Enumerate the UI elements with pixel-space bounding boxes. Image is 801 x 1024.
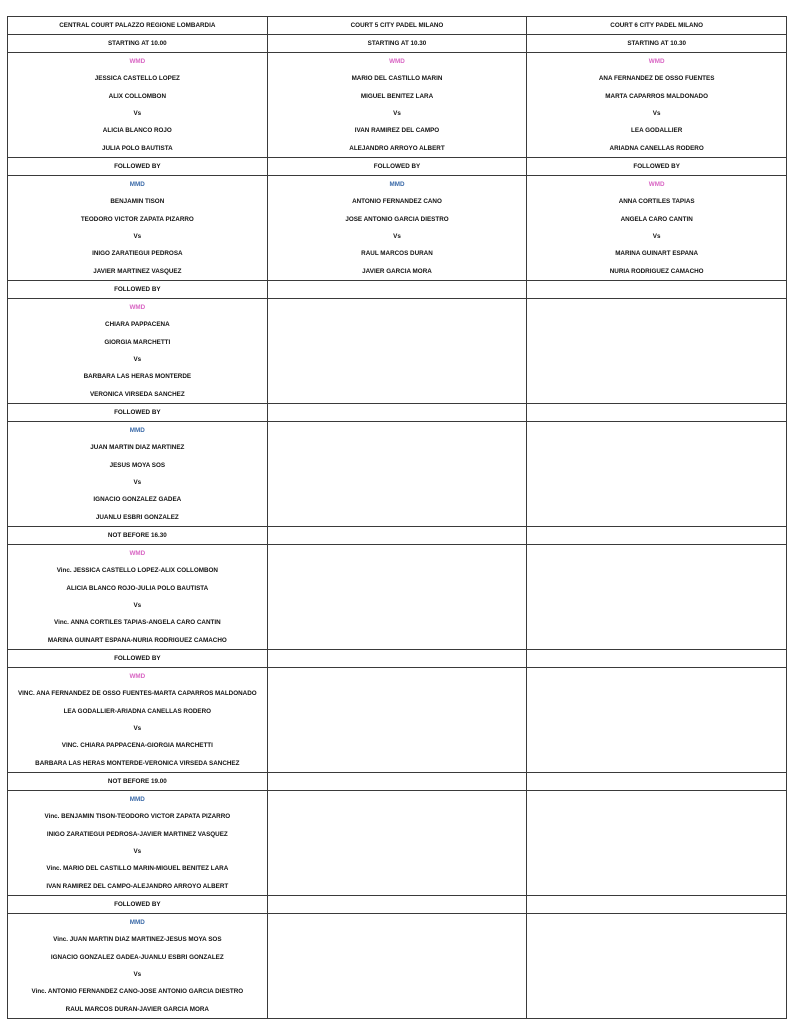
player-line: Vinc. ANTONIO FERNANDEZ CANO-JOSE ANTONIO GARCIA DIESTRO — [31, 988, 244, 996]
court-name: CENTRAL COURT PALAZZO REGIONE LOMBARDIA — [8, 17, 268, 35]
player-line: VINC. ANA FERNANDEZ DE OSSO FUENTES-MARTA CAPARROS MALDONADO — [17, 690, 257, 698]
empty-cell — [527, 914, 787, 1019]
player-line: ARIADNA CANELLAS RODERO — [609, 144, 704, 152]
match-row — [8, 668, 787, 773]
schedule-separator: NOT BEFORE 19.00 — [8, 773, 268, 791]
player-line: ALICIA BLANCO ROJO — [102, 127, 172, 135]
category-label: WMD — [129, 58, 146, 65]
match-cell — [8, 53, 268, 158]
player-line: JAVIER GARCIA MORA — [362, 267, 432, 275]
empty-cell — [267, 914, 527, 1019]
player-line: Vinc. BENJAMIN TISON-TEODORO VICTOR ZAPATA PIZARRO — [44, 813, 231, 821]
player-line: ANGELA CARO CANTIN — [620, 215, 693, 223]
empty-cell — [267, 281, 527, 299]
player-line: JESSICA CASTELLO LOPEZ — [94, 75, 180, 83]
player-line: MIGUEL BENITEZ LARA — [360, 92, 434, 100]
versus-label: Vs — [652, 232, 661, 240]
empty-cell — [527, 791, 787, 896]
match-row — [8, 791, 787, 896]
court-header-row — [8, 17, 787, 35]
player-line: ALICIA BLANCO ROJO-JULIA POLO BAUTISTA — [66, 584, 209, 592]
match-cell — [527, 176, 787, 281]
start-time: STARTING AT 10.00 — [8, 35, 268, 53]
player-line: RAUL MARCOS DURAN — [361, 250, 433, 258]
versus-label: Vs — [133, 355, 142, 363]
empty-cell — [267, 773, 527, 791]
player-line: Vinc. MARIO DEL CASTILLO MARIN-MIGUEL BENITEZ LARA — [46, 865, 229, 873]
empty-cell — [527, 896, 787, 914]
separator-row — [8, 527, 787, 545]
player-line: MARINA GUINART ESPANA-NURIA RODRIGUEZ CAMACHO — [47, 636, 227, 644]
empty-cell — [267, 545, 527, 650]
category-label: MMD — [129, 427, 145, 434]
player-line: JUAN MARTIN DIAZ MARTINEZ — [90, 444, 185, 452]
empty-cell — [527, 650, 787, 668]
player-line: ALEJANDRO ARROYO ALBERT — [349, 144, 445, 152]
schedule-separator: FOLLOWED BY — [8, 158, 268, 176]
player-line: IVAN RAMIREZ DEL CAMPO — [354, 127, 440, 135]
player-line: MARINA GUINART ESPANA — [615, 250, 699, 258]
court-name: COURT 5 CITY PADEL MILANO — [267, 17, 527, 35]
versus-label: Vs — [133, 232, 142, 240]
empty-cell — [527, 281, 787, 299]
match-cell — [8, 791, 268, 896]
empty-cell — [527, 404, 787, 422]
schedule-body — [8, 17, 787, 1019]
category-label: MMD — [129, 919, 145, 926]
schedule-table — [7, 16, 787, 1019]
empty-cell — [267, 650, 527, 668]
player-line: BENJAMIN TISON — [110, 198, 165, 206]
player-line: Vinc. ANNA CORTILES TAPIAS-ANGELA CARO CANTIN — [54, 619, 221, 627]
player-line: CHIARA PAPPACENA — [105, 321, 170, 329]
schedule-separator: NOT BEFORE 16.30 — [8, 527, 268, 545]
player-line: IGNACIO GONZALEZ GADEA-JUANLU ESBRI GONZALEZ — [50, 953, 224, 961]
empty-cell — [267, 668, 527, 773]
separator-row — [8, 773, 787, 791]
category-label: WMD — [648, 58, 665, 65]
match-cell — [8, 914, 268, 1019]
category-label: WMD — [129, 550, 146, 557]
player-line: JESUS MOYA SOS — [109, 461, 166, 469]
player-line: ALIX COLLOMBON — [108, 92, 167, 100]
category-label: WMD — [389, 58, 405, 65]
separator-row — [8, 896, 787, 914]
category-label: WMD — [129, 304, 146, 311]
match-cell — [267, 176, 527, 281]
player-line: MARIO DEL CASTILLO MARIN — [351, 75, 443, 83]
versus-label: Vs — [393, 109, 401, 117]
match-row — [8, 176, 787, 281]
player-line: VERONICA VIRSEDA SANCHEZ — [89, 390, 185, 398]
player-line: TEODORO VICTOR ZAPATA PIZARRO — [80, 215, 194, 223]
empty-cell — [267, 791, 527, 896]
player-line: BARBARA LAS HERAS MONTERDE — [83, 373, 192, 381]
empty-cell — [527, 299, 787, 404]
separator-row — [8, 281, 787, 299]
schedule-separator: FOLLOWED BY — [8, 650, 268, 668]
player-line: Vinc. JUAN MARTIN DIAZ MARTINEZ-JESUS MOYA SOS — [53, 936, 222, 944]
player-line: IVAN RAMIREZ DEL CAMPO-ALEJANDRO ARROYO ALBERT — [46, 882, 229, 890]
court-name: COURT 6 CITY PADEL MILANO — [527, 17, 787, 35]
match-cell — [267, 53, 527, 158]
player-line: GIORGIA MARCHETTI — [104, 338, 171, 346]
match-cell — [8, 299, 268, 404]
versus-label: Vs — [133, 478, 142, 486]
player-line: ANA FERNANDEZ DE OSSO FUENTES — [598, 75, 715, 83]
empty-cell — [527, 422, 787, 527]
match-row — [8, 914, 787, 1019]
match-row — [8, 299, 787, 404]
schedule-separator: FOLLOWED BY — [8, 896, 268, 914]
empty-cell — [527, 527, 787, 545]
match-cell — [8, 176, 268, 281]
versus-label: Vs — [133, 601, 142, 609]
empty-cell — [267, 422, 527, 527]
schedule-separator: FOLLOWED BY — [527, 158, 787, 176]
match-cell — [8, 422, 268, 527]
player-line: VINC. CHIARA PAPPACENA-GIORGIA MARCHETTI — [61, 742, 213, 750]
player-line: JAVIER MARTINEZ VASQUEZ — [93, 267, 182, 275]
player-line: INIGO ZARATIEGUI PEDROSA-JAVIER MARTINEZ VASQUEZ — [46, 830, 228, 838]
separator-row — [8, 158, 787, 176]
match-row — [8, 422, 787, 527]
category-label: WMD — [648, 181, 665, 188]
player-line: NURIA RODRIGUEZ CAMACHO — [609, 267, 704, 275]
start-time: STARTING AT 10.30 — [527, 35, 787, 53]
category-label: MMD — [129, 796, 145, 803]
category-label: MMD — [129, 181, 145, 188]
player-line: RAUL MARCOS DURAN-JAVIER GARCIA MORA — [65, 1005, 209, 1013]
player-line: LEA GODALLIER — [631, 127, 683, 135]
match-row — [8, 53, 787, 158]
start-time: STARTING AT 10.30 — [267, 35, 527, 53]
separator-row — [8, 404, 787, 422]
versus-label: Vs — [393, 232, 401, 240]
empty-cell — [267, 299, 527, 404]
match-cell — [8, 668, 268, 773]
player-line: MARTA CAPARROS MALDONADO — [605, 92, 709, 100]
player-line: IGNACIO GONZALEZ GADEA — [93, 496, 182, 504]
player-line: ANNA CORTILES TAPIAS — [618, 198, 695, 206]
player-line: Vinc. JESSICA CASTELLO LOPEZ-ALIX COLLOMBON — [56, 567, 218, 575]
player-line: JULIA POLO BAUTISTA — [101, 144, 173, 152]
empty-cell — [267, 404, 527, 422]
schedule-separator: FOLLOWED BY — [8, 404, 268, 422]
start-time-row — [8, 35, 787, 53]
category-label: MMD — [389, 181, 405, 188]
player-line: ANTONIO FERNANDEZ CANO — [352, 198, 442, 206]
match-row — [8, 545, 787, 650]
versus-label: Vs — [652, 109, 661, 117]
empty-cell — [267, 896, 527, 914]
match-cell — [8, 545, 268, 650]
versus-label: Vs — [133, 970, 142, 978]
schedule-separator: FOLLOWED BY — [8, 281, 268, 299]
player-line: BARBARA LAS HERAS MONTERDE-VERONICA VIRSEDA SANCHEZ — [35, 759, 240, 767]
schedule-separator: FOLLOWED BY — [267, 158, 527, 176]
player-line: INIGO ZARATIEGUI PEDROSA — [92, 250, 183, 258]
versus-label: Vs — [133, 109, 142, 117]
empty-cell — [527, 773, 787, 791]
empty-cell — [267, 527, 527, 545]
player-line: LEA GODALLIER-ARIADNA CANELLAS RODERO — [63, 707, 212, 715]
empty-cell — [527, 668, 787, 773]
separator-row — [8, 650, 787, 668]
player-line: JOSE ANTONIO GARCIA DIESTRO — [345, 215, 449, 223]
player-line: JUANLU ESBRI GONZALEZ — [95, 513, 179, 521]
versus-label: Vs — [133, 724, 142, 732]
match-cell — [527, 53, 787, 158]
empty-cell — [527, 545, 787, 650]
category-label: WMD — [129, 673, 146, 680]
versus-label: Vs — [133, 847, 142, 855]
